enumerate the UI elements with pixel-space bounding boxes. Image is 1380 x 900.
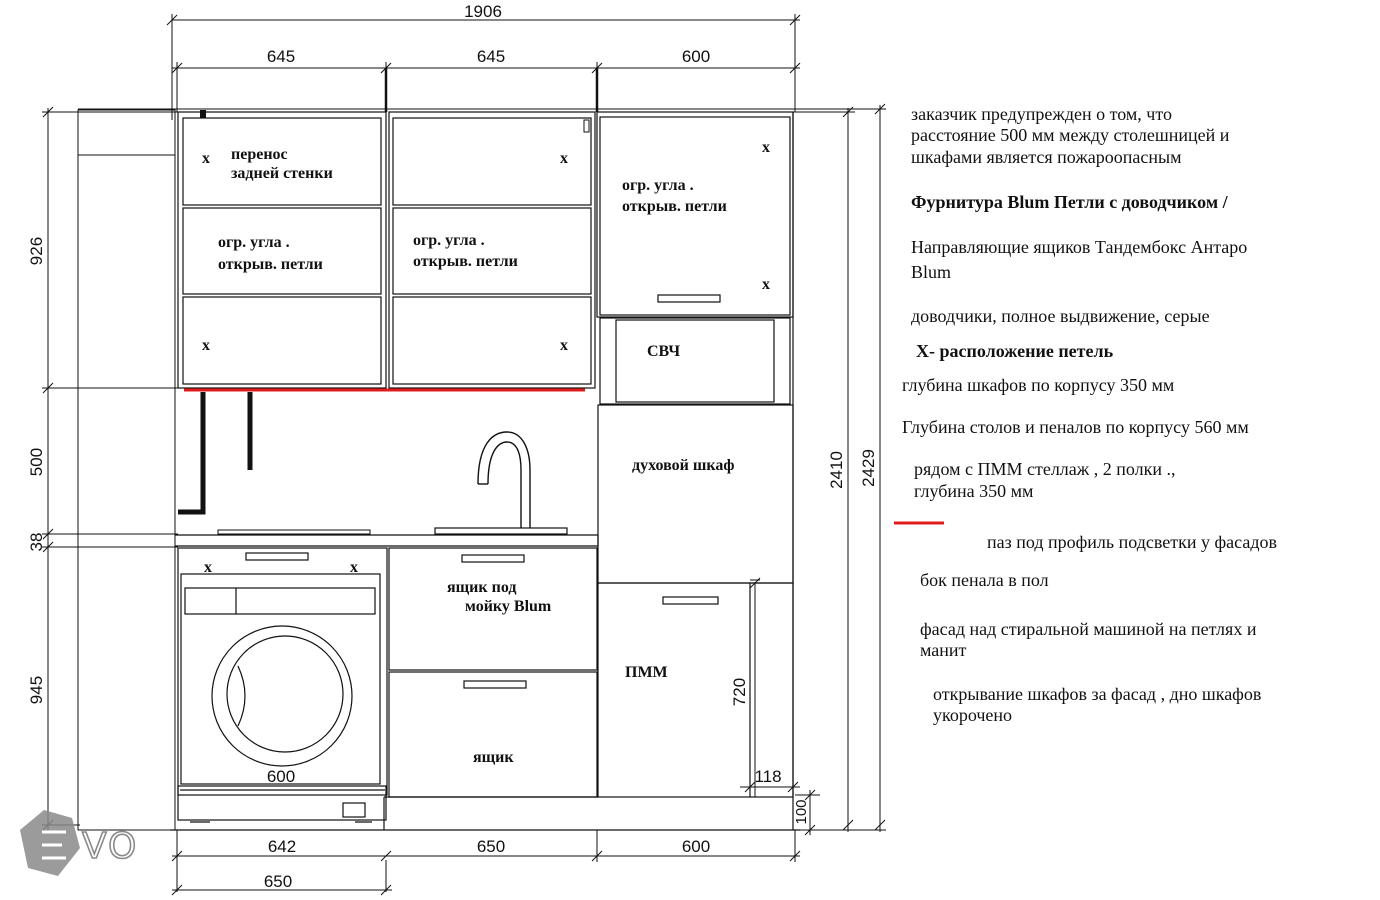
label-angle-c1: огр. угла . [622, 177, 694, 194]
note-closers: доводчики, полное выдвижение, серые [911, 306, 1210, 326]
hinge-mark: x [202, 150, 210, 167]
dim-upper-mid: 645 [476, 47, 506, 66]
label-angle-b1: огр. угла . [413, 232, 485, 249]
hinge-mark: x [560, 150, 568, 167]
label-microwave: СВЧ [647, 343, 681, 360]
label-sink-drawer-2: мойку Blum [465, 598, 552, 615]
hinge-mark: x [762, 276, 770, 293]
dim-height-lower: 945 [27, 675, 46, 705]
dim-total-top: 1906 [464, 2, 502, 21]
dim-lower-left: 642 [267, 837, 297, 856]
note-wall-depth: глубина шкафов по корпусу 350 мм [902, 375, 1175, 395]
note-washer-front-1: фасад над стиральной машиной на петлях и [920, 619, 1257, 639]
dim-pmm-side: 118 [754, 767, 782, 786]
dim-upper-right: 600 [681, 47, 711, 66]
dim-upper-left: 645 [266, 47, 296, 66]
note-shelf-2: глубина 350 мм [914, 481, 1034, 501]
dim-height-2429: 2429 [859, 449, 878, 487]
note-hinge-legend: X- расположение петель [916, 341, 1114, 361]
label-transfer-2: задней стенки [231, 165, 333, 182]
dim-worktop: 38 [27, 532, 46, 552]
note-hardware: Фурнитура Blum Петли с доводчиком / [911, 192, 1228, 212]
label-transfer-1: перенос [231, 146, 288, 163]
note-opening-1: открывание шкафов за фасад , дно шкафов [933, 684, 1262, 704]
note-base-depth: Глубина столов и пеналов по корпусу 560 мм [902, 417, 1249, 437]
dim-lower-right: 600 [681, 837, 711, 856]
label-sink-drawer-1: ящик под [447, 579, 517, 596]
note-warning-2: расстояние 500 мм между столешницей и [911, 125, 1230, 145]
hinge-mark: x [762, 139, 770, 156]
note-rails-1: Направляющие ящиков Тандембокс Антаро [911, 237, 1248, 257]
label-oven: духовой шкаф [632, 457, 735, 474]
dim-lower-mid: 650 [476, 837, 506, 856]
hinge-mark: x [350, 559, 358, 576]
logo-text: VO [82, 826, 139, 867]
evo-logo [20, 810, 138, 876]
note-opening-2: укорочено [933, 705, 1013, 725]
hinge-mark: x [560, 337, 568, 354]
note-rails-2: Blum [911, 262, 952, 282]
dim-plinth: 100 [793, 799, 810, 825]
label-drawer: ящик [473, 749, 514, 766]
dim-height-2410: 2410 [827, 451, 846, 489]
note-led-groove: паз под профиль подсветки у фасадов [987, 532, 1278, 552]
dim-gap: 500 [27, 447, 46, 477]
dim-bottom-total: 650 [263, 872, 293, 891]
dim-pmm-height: 720 [730, 677, 749, 707]
dim-washer-width: 600 [266, 767, 296, 786]
note-side-panel: бок пенала в пол [920, 570, 1049, 590]
note-washer-front-2: манит [920, 640, 967, 660]
label-angle-a1: огр. угла . [218, 234, 290, 251]
label-angle-a2: открыв. петли [218, 256, 323, 273]
dim-height-upper: 926 [27, 236, 46, 266]
note-warning-3: шкафами является пожароопасным [911, 147, 1182, 167]
note-shelf-1: рядом с ПММ стеллаж , 2 полки ., [914, 459, 1176, 479]
label-dishwasher: ПММ [625, 664, 668, 681]
note-warning-1: заказчик предупрежден о том, что [911, 104, 1172, 124]
hinge-mark: x [202, 337, 210, 354]
label-angle-c2: открыв. петли [622, 198, 727, 215]
label-angle-b2: открыв. петли [413, 253, 518, 270]
hinge-mark: x [204, 559, 212, 576]
